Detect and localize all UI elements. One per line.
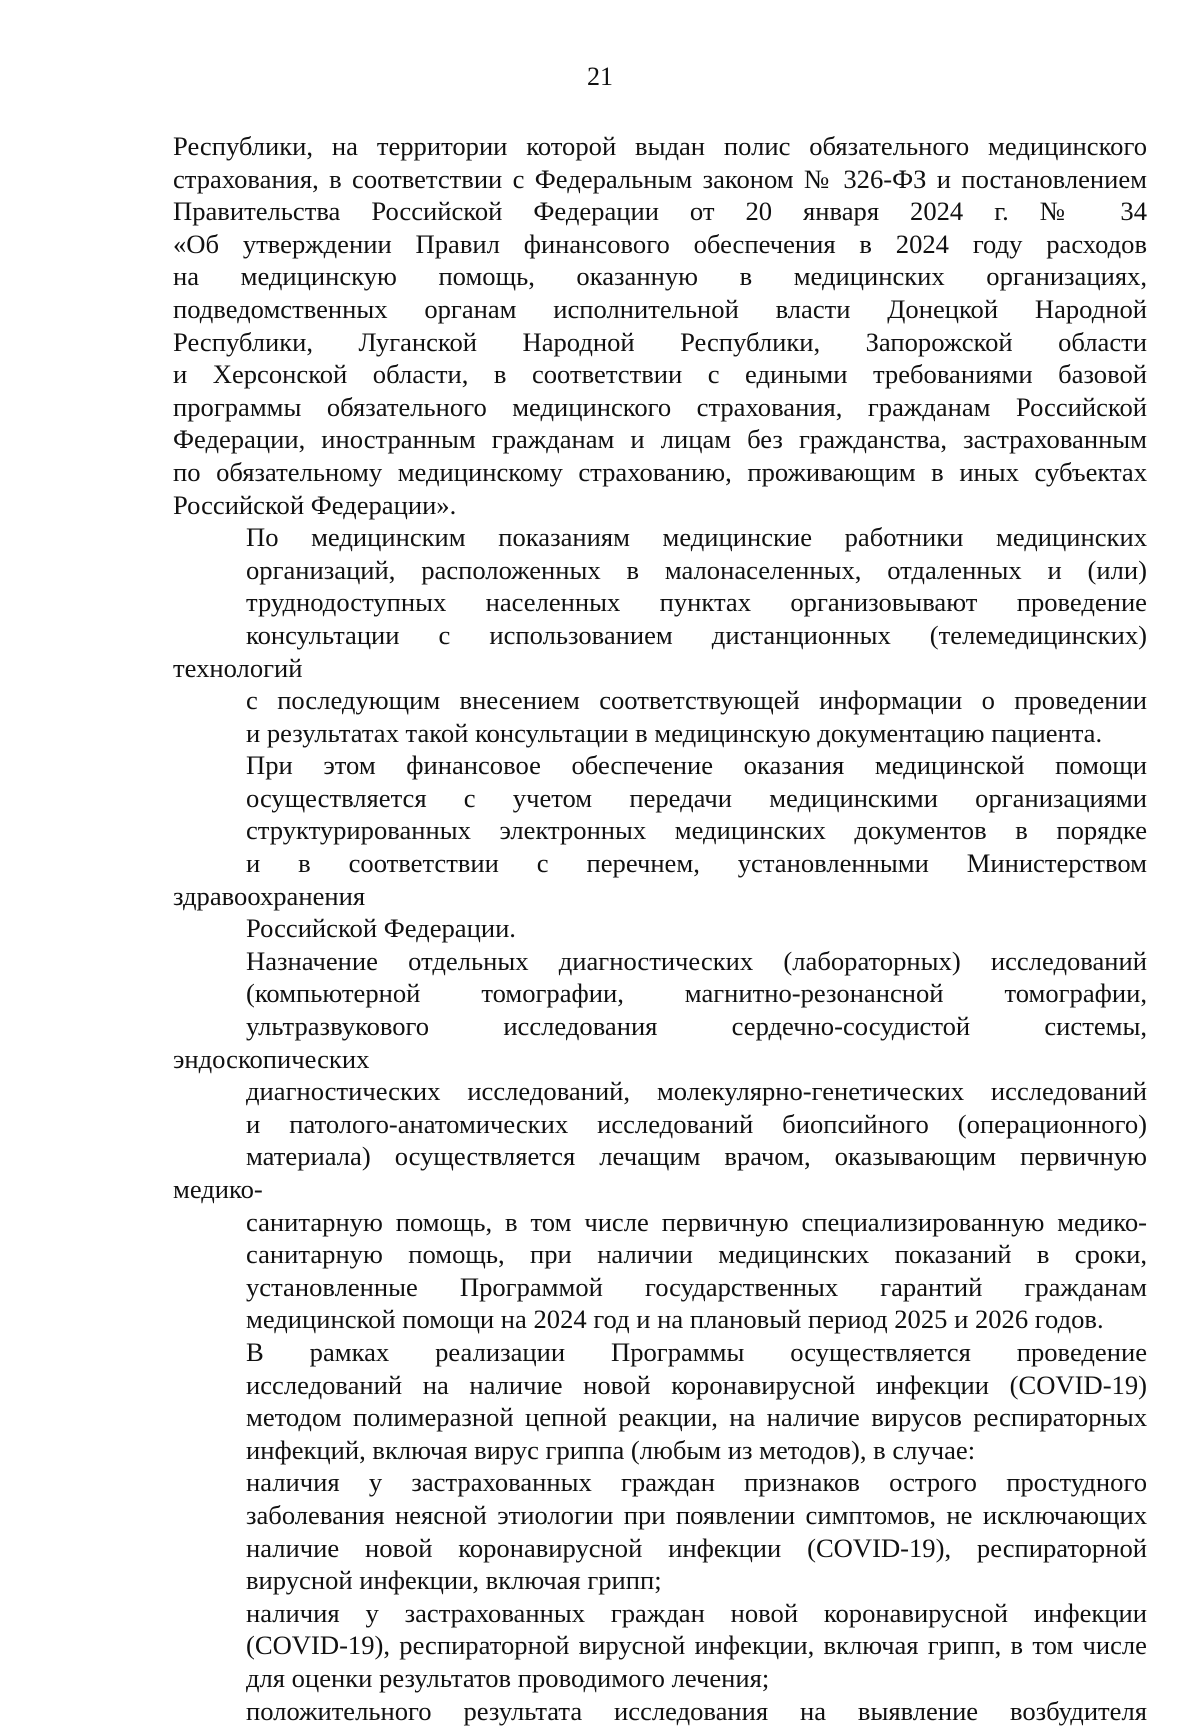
text-line: структурированных электронных медицинских документов в порядке	[173, 814, 1147, 847]
body-text	[173, 130, 1147, 1727]
paragraph	[173, 130, 1147, 521]
text-line: программы обязательного медицинского страхования, гражданам Российской	[173, 391, 1147, 424]
text-line: вирусной инфекции, включая грипп;	[173, 1564, 1147, 1597]
text-line: Республики, на территории которой выдан полис обязательного медицинского	[173, 130, 1147, 163]
text-line: труднодоступных населенных пунктах организовывают проведение	[173, 586, 1147, 619]
text-line: Правительства Российской Федерации от 20 января 2024 г. № 34	[173, 195, 1147, 228]
text-line: Федерации, иностранным гражданам и лицам без гражданства, застрахованным	[173, 423, 1147, 456]
text-line: Республики, Луганской Народной Республики, Запорожской области	[173, 326, 1147, 359]
paragraph	[173, 521, 1147, 749]
text-line: Российской Федерации.	[173, 912, 1147, 945]
text-line: страхования, в соответствии с Федеральным законом № 326-ФЗ и постановлением	[173, 163, 1147, 196]
text-line: Российской Федерации».	[173, 489, 1147, 522]
text-line: (COVID-19), респираторной вирусной инфекции, включая грипп, в том числе	[173, 1629, 1147, 1662]
text-line: на медицинскую помощь, оказанную в медицинских организациях,	[173, 260, 1147, 293]
text-line: и патолого-анатомических исследований биопсийного (операционного)	[173, 1108, 1147, 1141]
paragraph	[173, 1695, 1147, 1727]
text-line: организаций, расположенных в малонаселенных, отдаленных и (или)	[173, 554, 1147, 587]
paragraph	[173, 1466, 1147, 1596]
text-line: наличие новой коронавирусной инфекции (COVID-19), респираторной	[173, 1532, 1147, 1565]
text-line: по обязательному медицинскому страхованию, проживающим в иных субъектах	[173, 456, 1147, 489]
text-line: с последующим внесением соответствующей информации о проведении	[173, 684, 1147, 717]
text-line: консультации с использованием дистанционных (телемедицинских) технологий	[173, 619, 1147, 684]
text-line: и в соответствии с перечнем, установленными Министерством здравоохранения	[173, 847, 1147, 912]
text-line: материала) осуществляется лечащим врачом, оказывающим первичную медико-	[173, 1140, 1147, 1205]
page-number: 21	[0, 62, 1200, 92]
paragraph	[173, 749, 1147, 945]
text-line: наличия у застрахованных граждан признаков острого простудного	[173, 1466, 1147, 1499]
text-line: По медицинским показаниям медицинские работники медицинских	[173, 521, 1147, 554]
text-line: Назначение отдельных диагностических (лабораторных) исследований	[173, 945, 1147, 978]
text-line: санитарную помощь, при наличии медицинских показаний в сроки,	[173, 1238, 1147, 1271]
text-line: исследований на наличие новой коронавирусной инфекции (COVID-19)	[173, 1369, 1147, 1402]
text-line: положительного результата исследования на выявление возбудителя	[173, 1695, 1147, 1727]
text-line: подведомственных органам исполнительной власти Донецкой Народной	[173, 293, 1147, 326]
text-line: инфекций, включая вирус гриппа (любым из методов), в случае:	[173, 1434, 1147, 1467]
text-line: медицинской помощи на 2024 год и на плановый период 2025 и 2026 годов.	[173, 1303, 1147, 1336]
text-line: ультразвукового исследования сердечно-сосудистой системы, эндоскопических	[173, 1010, 1147, 1075]
paragraph	[173, 1597, 1147, 1695]
text-line: и Херсонской области, в соответствии с едиными требованиями базовой	[173, 358, 1147, 391]
text-line: санитарную помощь, в том числе первичную специализированную медико-	[173, 1206, 1147, 1239]
text-line: установленные Программой государственных гарантий гражданам	[173, 1271, 1147, 1304]
text-line: (компьютерной томографии, магнитно-резонансной томографии,	[173, 977, 1147, 1010]
paragraph	[173, 945, 1147, 1336]
text-line: для оценки результатов проводимого лечения;	[173, 1662, 1147, 1695]
text-line: При этом финансовое обеспечение оказания медицинской помощи	[173, 749, 1147, 782]
text-line: и результатах такой консультации в медицинскую документацию пациента.	[173, 717, 1147, 750]
text-line: заболевания неясной этиологии при появлении симптомов, не исключающих	[173, 1499, 1147, 1532]
text-line: наличия у застрахованных граждан новой коронавирусной инфекции	[173, 1597, 1147, 1630]
paragraph	[173, 1336, 1147, 1466]
text-line: В рамках реализации Программы осуществляется проведение	[173, 1336, 1147, 1369]
text-line: методом полимеразной цепной реакции, на наличие вирусов респираторных	[173, 1401, 1147, 1434]
text-line: осуществляется с учетом передачи медицинскими организациями	[173, 782, 1147, 815]
text-line: «Об утверждении Правил финансового обеспечения в 2024 году расходов	[173, 228, 1147, 261]
text-line: диагностических исследований, молекулярно-генетических исследований	[173, 1075, 1147, 1108]
